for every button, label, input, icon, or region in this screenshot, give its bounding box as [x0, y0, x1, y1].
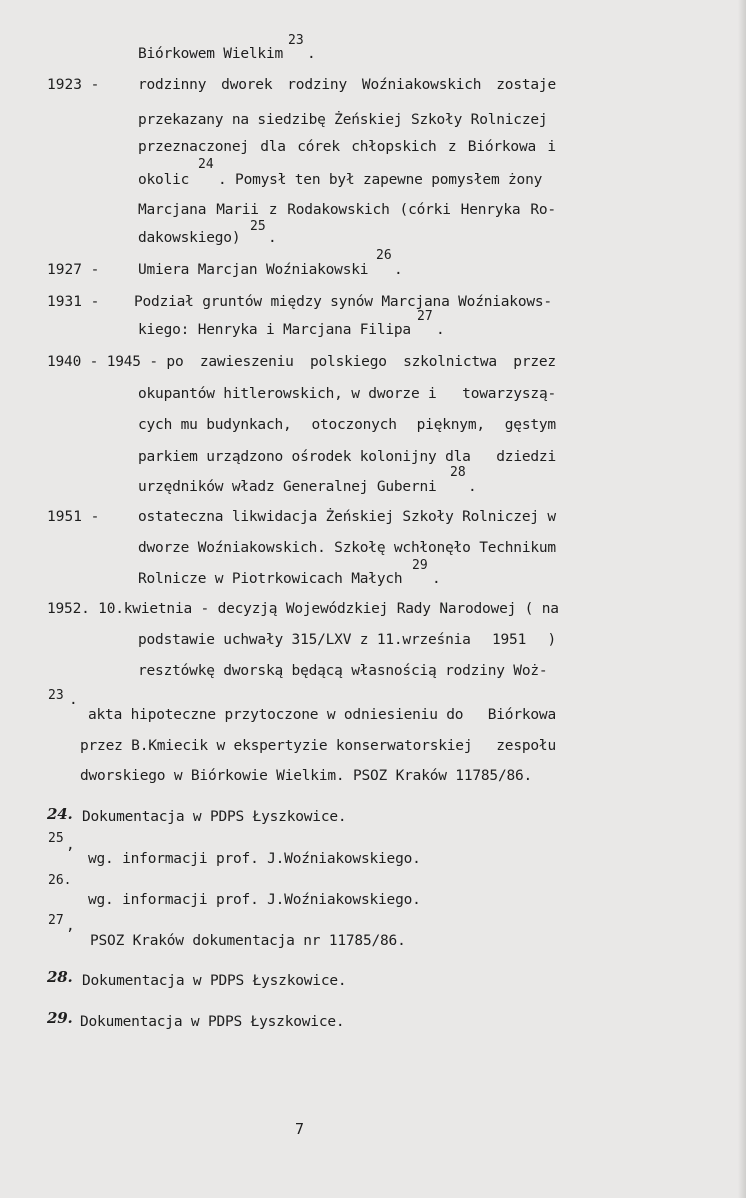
word: zostaje — [496, 77, 556, 93]
year-1931: 1931 - — [47, 294, 100, 310]
word: dziedzi — [496, 449, 556, 465]
entry-1923-line-3 — [138, 138, 556, 156]
footnote-ref-23: 23 — [288, 33, 304, 48]
word: cych mu budynkach, — [138, 417, 292, 433]
footnote-26-text: wg. informacji prof. J.Woźniakowskiego. — [88, 892, 421, 908]
year-1951: 1951 - — [47, 509, 100, 525]
word: szkolnictwa — [403, 354, 497, 370]
word: Rolniczej — [462, 509, 539, 525]
entry-1940-line-5a: urzędników władz Generalnej Guberni — [138, 479, 437, 495]
word: Biórkowa — [487, 707, 556, 723]
footnote-ref-25: 25 — [250, 219, 266, 234]
word: z — [268, 202, 278, 218]
word: pięknym, — [416, 417, 485, 433]
footnote-ref-26: 26 — [376, 248, 392, 263]
entry-1951-line-1 — [138, 508, 556, 526]
word: 1951 — [492, 632, 527, 648]
word: otoczonych — [311, 417, 397, 433]
entry-1923-line-4b: . Pomysł ten był zapewne pomysłem żony — [218, 172, 543, 188]
word: z — [447, 139, 457, 155]
word: dla — [260, 139, 286, 155]
word: zawieszeniu — [199, 354, 294, 370]
word: przeznaczonej — [138, 139, 249, 155]
continuation-period: . — [307, 46, 316, 62]
word: ) — [547, 632, 556, 648]
word: w — [547, 509, 556, 525]
word: Woźniakowskich — [361, 77, 482, 93]
word: akta hipoteczne przytoczone w odniesieniu do — [88, 707, 464, 723]
entry-1923-line-5 — [138, 201, 556, 219]
footnote-25-comma: , — [66, 837, 75, 853]
word: dworek — [221, 77, 273, 93]
year-1923: 1923 - — [47, 77, 100, 93]
footnote-25-number: 25 — [48, 831, 64, 846]
entry-1923-line-6a: dakowskiego) — [138, 230, 241, 246]
entry-1940-line-4 — [138, 448, 556, 466]
entry-1927-period: . — [394, 262, 403, 278]
word: rodziny — [287, 77, 347, 93]
word: towarzyszą- — [462, 386, 556, 402]
entry-1952-line-2 — [138, 631, 556, 649]
footnote-27-text: PSOZ Kraków dokumentacja nr 11785/86. — [90, 933, 406, 949]
word: parkiem urządzono ośrodek kolonijny dla — [138, 449, 471, 465]
entry-1940-line-3 — [138, 416, 556, 434]
footnote-23-number: 23 — [48, 688, 64, 703]
footnote-23-line-3: dworskiego w Biórkowie Wielkim. PSOZ Kraków 11785/86. — [80, 768, 533, 784]
footnote-27-mark: ‚ — [66, 918, 75, 934]
entry-1923-line-2: przekazany na siedzibę Żeńskiej Szkoły Rolniczej — [138, 112, 548, 128]
word: Szkoły — [402, 509, 454, 525]
footnote-23-dot: · — [69, 696, 78, 712]
word: przez — [513, 354, 556, 370]
footnote-28-number: 28. — [47, 968, 73, 986]
entry-1923-line-6b: . — [268, 230, 277, 246]
continuation-line — [138, 45, 283, 63]
footnote-29-number: 29. — [47, 1009, 73, 1027]
word: przez B.Kmiecik w ekspertyzie konserwatorskiej — [80, 738, 473, 754]
word: Marcjana — [138, 202, 207, 218]
footnote-24-number: 24. — [47, 805, 73, 823]
entry-1951-line-2: dworze Woźniakowskich. Szkołę wchłonęło Technikum — [138, 540, 556, 556]
entry-1951-line-3a: Rolnicze w Piotrkowicach Małych — [138, 571, 403, 587]
word: gęstym — [504, 417, 556, 433]
word: Biórkowa — [467, 139, 537, 155]
word: rodzinny — [138, 77, 207, 93]
footnote-ref-24: 24 — [198, 157, 214, 172]
word: polskiego — [310, 354, 387, 370]
word: likwidacja — [231, 509, 318, 525]
entry-1923-line-4a: okolic — [138, 172, 190, 188]
word: córek — [297, 139, 340, 155]
footnote-26-number: 26. — [48, 873, 72, 888]
continuation-text: Biórkowem Wielkim — [138, 46, 284, 62]
footnote-ref-29: 29 — [412, 558, 428, 573]
entry-1952-line-1: 1952. 10.kwietnia - decyzją Wojewódzkiej Rady Narodowej ( na — [47, 601, 559, 617]
footnote-23-line-1 — [88, 706, 556, 724]
footnote-25-text: wg. informacji prof. J.Woźniakowskiego. — [88, 851, 421, 867]
entry-1931-line-1: Podział gruntów między synów Marcjana Woźniakows- — [134, 294, 552, 310]
word: chłopskich — [351, 139, 437, 155]
entry-1940-line-2 — [138, 385, 556, 403]
word: podstawie uchwały 315/LXV z 11.września — [138, 632, 471, 648]
page-edge-shadow — [738, 0, 746, 1198]
entry-1940-line-5b: . — [468, 479, 477, 495]
footnote-29-text: Dokumentacja w PDPS Łyszkowice. — [80, 1014, 345, 1030]
entry-1927-text: Umiera Marcjan Woźniakowski — [138, 262, 369, 278]
entry-1952-line-3: resztówkę dworską będącą własnością rodziny Woż- — [138, 663, 548, 679]
year-1927: 1927 - — [47, 262, 100, 278]
word: Henryka — [460, 202, 521, 218]
footnote-27-number: 27 — [48, 913, 64, 928]
entry-1940-line-1 — [47, 353, 556, 371]
footnote-ref-27: 27 — [417, 309, 433, 324]
entry-1931-line-2a: kiego: Henryka i Marcjana Filipa — [138, 322, 411, 338]
word: 1940 - 1945 - po — [47, 354, 184, 370]
word: Marii — [216, 202, 259, 218]
entry-1923-line-1 — [138, 76, 556, 94]
word: okupantów hitlerowskich, w dworze i — [138, 386, 437, 402]
footnote-28-text: Dokumentacja w PDPS Łyszkowice. — [82, 973, 347, 989]
footnote-ref-28: 28 — [450, 465, 466, 480]
word: Ro- — [530, 202, 556, 218]
footnote-24-text: Dokumentacja w PDPS Łyszkowice. — [82, 809, 347, 825]
word: Rodakowskich — [287, 202, 390, 218]
word: (córki — [399, 202, 451, 218]
footnote-23-line-2 — [80, 737, 556, 755]
entry-1931-line-2b: . — [436, 322, 445, 338]
word: ostateczna — [138, 509, 224, 525]
page-number: 7 — [295, 1120, 305, 1138]
word: Żeńskiej — [325, 509, 394, 525]
word: i — [547, 139, 556, 155]
word: zespołu — [496, 738, 556, 754]
entry-1951-line-3b: . — [432, 571, 441, 587]
